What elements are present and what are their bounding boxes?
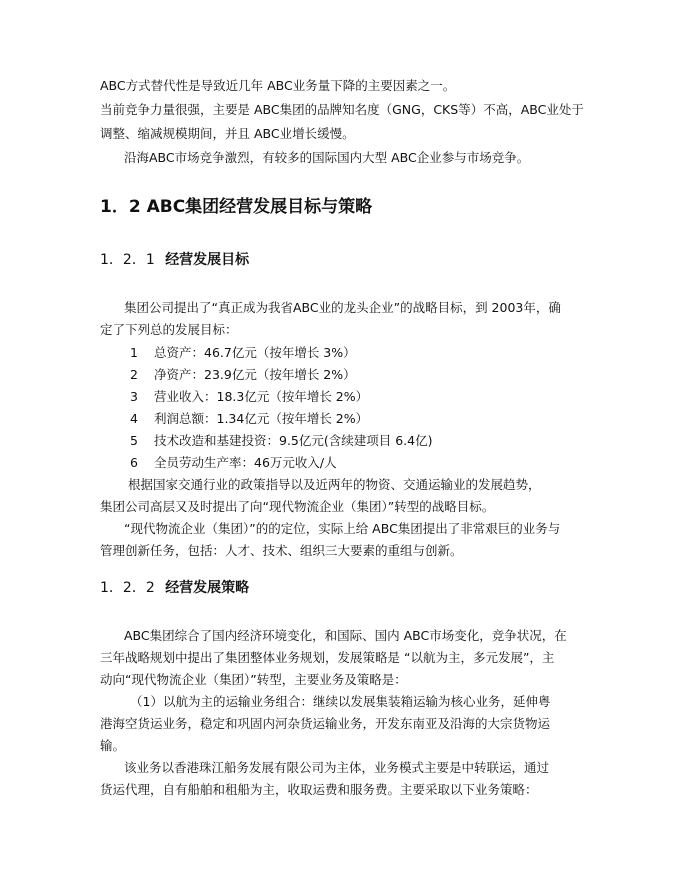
heading-1-2-1-number: 1．2．1 [100, 252, 155, 268]
heading-1-2-2-title: 经营发展策略 [165, 580, 250, 596]
positioning-line-2: 管理创新任务，包括：人才、技术、组织三大要素的重组与创新。 [100, 543, 463, 558]
goals-intro-line-1: 集团公司提出了“真正成为我省ABC业的龙头企业”的战略目标，到 2003年，确 [124, 300, 561, 315]
item-1-line-1: （1）以航为主的运输业务组合：继续以发展集装箱运输为核心业务，延伸粤 [130, 694, 551, 709]
business-model-line-2: 货运代理，自有船舶和租船为主，收取运费和服务费。主要采取以下业务策略： [100, 782, 538, 797]
strategy-line-2: 三年战略规划中提出了集团整体业务规划，发展策略是 “以航为主，多元发展”，主 [100, 650, 555, 665]
goal-item: 3 营业收入：18.3亿元（按年增长 2%） [130, 389, 369, 404]
goal-item: 6 全员劳动生产率：46万元收入/人 [130, 455, 337, 470]
business-model-line-1: 该业务以香港珠江船务发展有限公司为主体，业务模式主要是中转联运，通过 [124, 760, 550, 775]
goals-intro-line-2: 定了下列总的发展目标： [100, 322, 238, 337]
heading-1-2-2-number: 1．2．2 [100, 580, 155, 596]
intro-line-3: 调整、缩减规模期间，并且 ABC业增长缓慢。 [100, 126, 355, 141]
item-1-line-2: 港海空货运业务，稳定和巩固内河杂货运输业务，开发东南亚及沿海的大宗货物运 [100, 716, 551, 731]
policy-line-1: 根据国家交通行业的政策指导以及近两年的物资、交通运输业的发展趋势， [128, 477, 541, 492]
positioning-line-1: “现代物流企业（集团）”的的定位，实际上给 ABC集团提出了非常艰巨的业务与 [124, 521, 561, 536]
goal-item: 5 技术改造和基建投资：9.5亿元(含续建项目 6.4亿) [130, 433, 433, 448]
intro-line-4: 沿海ABC市场竞争激烈，有较多的国际国内大型 ABC企业参与市场竞争。 [124, 150, 530, 165]
strategy-line-3: 动向“现代物流企业（集团）”转型，主要业务及策略是： [100, 672, 407, 687]
intro-line-1: ABC方式替代性是导致近几年 ABC业务量下降的主要因素之一。 [100, 78, 456, 93]
policy-line-2: 集团公司高层又及时提出了向“现代物流企业（集团）”转型的战略目标。 [100, 499, 495, 514]
goal-item: 4 利润总额：1.34亿元（按年增长 2%） [130, 411, 369, 426]
heading-1-2-2 [100, 578, 249, 598]
strategy-line-1: ABC集团综合了国内经济环境变化，和国际、国内 ABC市场变化，竞争状况，在 [124, 628, 567, 643]
heading-1-2-1 [100, 250, 249, 270]
goal-item: 1 总资产：46.7亿元（按年增长 3%） [130, 345, 356, 360]
heading-1-2: 1．2 ABC集团经营发展目标与策略 [100, 197, 373, 217]
heading-1-2-1-title: 经营发展目标 [165, 252, 250, 268]
intro-line-2: 当前竞争力量很强，主要是 ABC集团的品牌知名度（GNG，CKS等）不高，ABC业处于 [100, 102, 584, 117]
item-1-line-3: 输。 [100, 738, 126, 753]
goal-item: 2 净资产：23.9亿元（按年增长 2%） [130, 367, 356, 382]
